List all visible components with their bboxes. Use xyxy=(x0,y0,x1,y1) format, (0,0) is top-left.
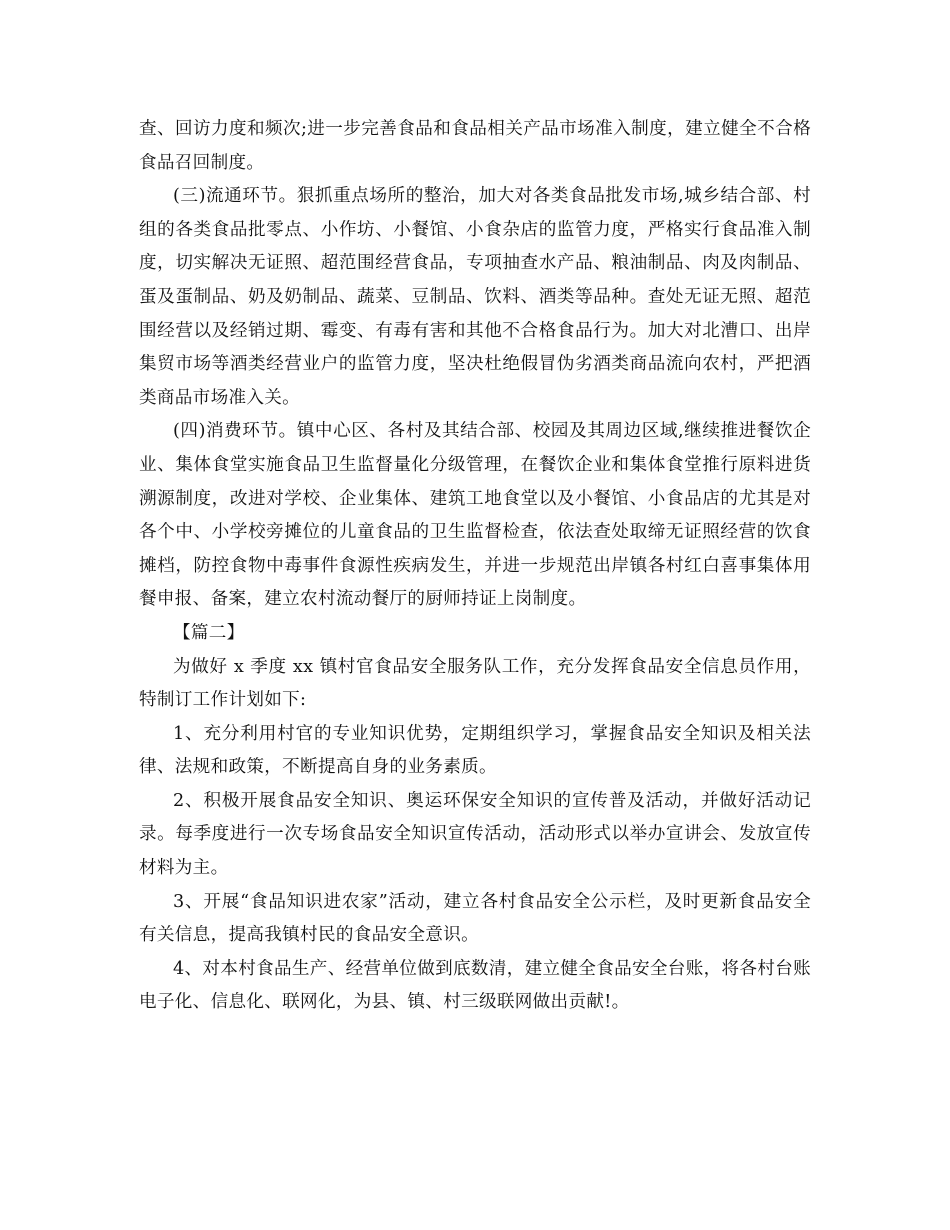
document-page xyxy=(139,113,811,1020)
paragraph-circulation: (三)流通环节。狠抓重点场所的整治，加大对各类食品批发市场,城乡结合部、村组的各类食品批零点、小作坊、小餐馆、小食杂店的监管力度，严格实行食品准入制度，切实解决无证照、超范围经营食品，专项抽查水产品、粮油制品、肉及肉制品、蛋及蛋制品、奶及奶制品、蔬菜、豆制品、饮料、酒类等品种。查处无证无照、超范围经营以及经销过期、霉变、有毒有害和其他不合格食品行为。加大对北漕口、出岸集贸市场等酒类经营业户的监管力度，坚决杜绝假冒伪劣酒类商品流向农村，严把酒类商品市场准入关。 xyxy=(139,186,811,408)
paragraph-consumption: (四)消费环节。镇中心区、各村及其结合部、校园及其周边区域,继续推进餐饮企业、集体食堂实施食品卫生监督量化分级管理，在餐饮企业和集体食堂推行原料进货溯源制度，改进对学校、企业集体、建筑工地食堂以及小餐馆、小食品店的尤其是对各个中、小学校旁摊位的儿童食品的卫生监督检查，依法查处取缔无证照经营的饮食摊档，防控食物中毒事件食源性疾病发生，并进一步规范出岸镇各村红白喜事集体用餐申报、备案，建立农村流动餐厅的厨师持证上岗制度。 xyxy=(139,421,811,610)
paragraph-continued: 查、回访力度和频次;进一步完善食品和食品相关产品市场准入制度，建立健全不合格食品召回制度。 xyxy=(139,119,811,173)
list-item-2: 2、积极开展食品安全知识、奥运环保安全知识的宣传普及活动，并做好活动记录。每季度进行一次专场食品安全知识宣传活动，活动形式以举办宣讲会、发放宣传材料为主。 xyxy=(139,790,811,879)
section-heading: 【篇二】 xyxy=(173,622,245,643)
list-item-3: 3、开展“食品知识进农家”活动，建立各村食品安全公示栏，及时更新食品安全有关信息，提高我镇村民的食品安全意识。 xyxy=(139,891,811,946)
list-item-4: 4、对本村食品生产、经营单位做到底数清，建立健全食品安全台账，将各村台账电子化、信息化、联网化，为县、镇、村三级联网做出贡献!。 xyxy=(139,958,811,1013)
list-item-1: 1、充分利用村官的专业知识优势，定期组织学习，掌握食品安全知识及相关法律、法规和政策，不断提高自身的业务素质。 xyxy=(139,723,811,778)
paragraph-intro: 为做好 x 季度 xx 镇村官食品安全服务队工作，充分发挥食品安全信息员作用，特制订工作计划如下: xyxy=(139,656,811,711)
